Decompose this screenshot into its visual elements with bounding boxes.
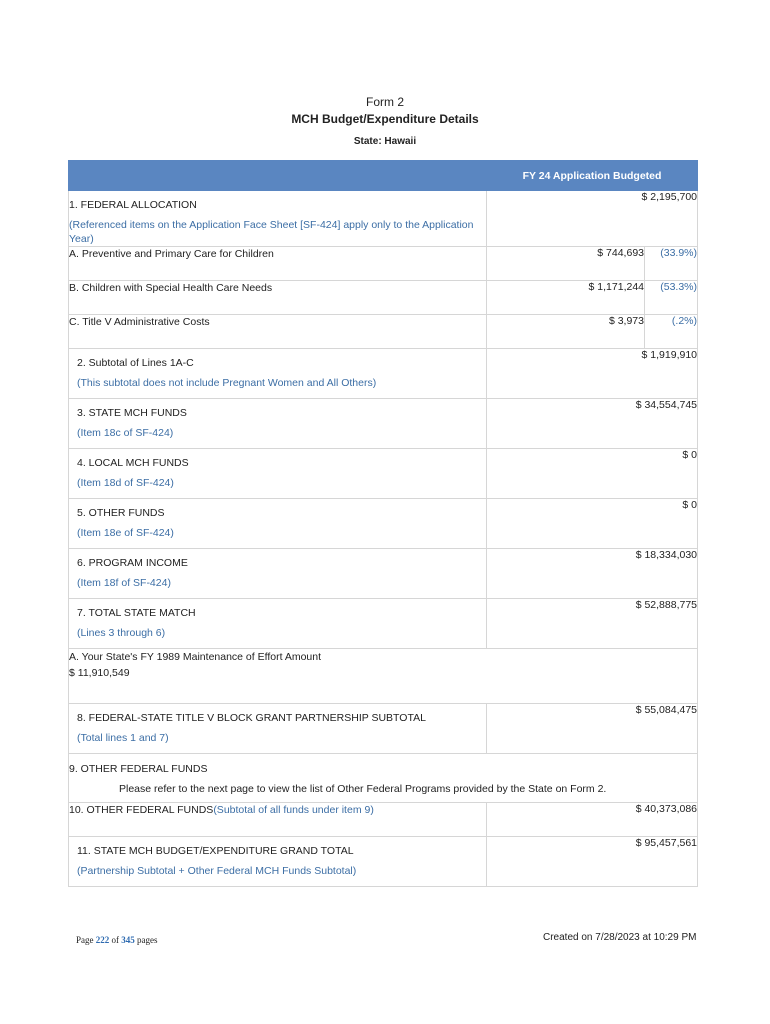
row-amount: $ 55,084,475 [487, 704, 698, 754]
row-amount: $ 2,195,700 [487, 191, 698, 247]
row-label-cell [69, 837, 487, 887]
row-amount: $ 40,373,086 [487, 803, 698, 837]
page-prefix: Page [76, 935, 94, 945]
row-note: (Item 18f of SF-424) [77, 577, 171, 589]
page-suffix: pages [137, 935, 158, 945]
row-note: (Lines 3 through 6) [77, 627, 166, 639]
row-amount: $ 3,973 [487, 315, 645, 349]
column-header: FY 24 Application Budgeted [487, 161, 698, 191]
row-amount: $ 52,888,775 [487, 599, 698, 649]
row-label-cell [69, 449, 487, 499]
row-label: 10. OTHER FEDERAL FUNDS [69, 804, 214, 816]
row-label-cell [69, 704, 487, 754]
row-note: (This subtotal does not include Pregnant Women and All Others) [77, 377, 377, 389]
row-note: (Subtotal of all funds under item 9) [213, 804, 374, 816]
page-of: of [111, 935, 119, 945]
created-timestamp: Created on 7/28/2023 at 10:29 PM [543, 932, 697, 943]
table-row [69, 754, 698, 803]
row-note: (Referenced items on the Application Face Sheet [SF-424] apply only to the Application Year) [69, 219, 474, 245]
table-row [69, 349, 698, 399]
row-label: 4. LOCAL MCH FUNDS [77, 457, 189, 469]
row-note: (Partnership Subtotal + Other Federal MCH Funds Subtotal) [77, 865, 357, 877]
row-percent: (.2%) [645, 315, 698, 349]
row-label: 9. OTHER FEDERAL FUNDS [69, 763, 208, 775]
row-label-cell [69, 549, 487, 599]
page-total: 345 [121, 935, 135, 945]
row-label: 8. FEDERAL-STATE TITLE V BLOCK GRANT PARTNERSHIP SUBTOTAL [77, 712, 426, 724]
row-amount: $ 95,457,561 [487, 837, 698, 887]
table-row [69, 191, 698, 247]
table-row [69, 803, 698, 837]
row-label: B. Children with Special Health Care Needs [69, 281, 487, 315]
table-row [69, 449, 698, 499]
row-label: A. Preventive and Primary Care for Children [69, 247, 487, 281]
table-header-row [69, 161, 698, 191]
row-label: 1. FEDERAL ALLOCATION [69, 199, 197, 211]
table-row [69, 247, 698, 281]
row-label: 11. STATE MCH BUDGET/EXPENDITURE GRAND TOTAL [77, 845, 354, 857]
row-label: 2. Subtotal of Lines 1A-C [77, 357, 194, 369]
row-label: 6. PROGRAM INCOME [77, 557, 188, 569]
row-amount: $ 34,554,745 [487, 399, 698, 449]
form-header [0, 94, 770, 147]
row-full-cell [69, 754, 698, 803]
row-label-cell [69, 599, 487, 649]
budget-table [68, 160, 698, 887]
state-line: State: Hawaii [353, 136, 417, 147]
row-amount: $ 18,334,030 [487, 549, 698, 599]
table-row [69, 281, 698, 315]
row-label-cell [69, 499, 487, 549]
row-amount: $ 0 [487, 449, 698, 499]
table-row [69, 837, 698, 887]
table-row [69, 315, 698, 349]
table-row [69, 599, 698, 649]
row-amount: $ 11,910,549 [69, 667, 130, 679]
row-amount: $ 1,171,244 [487, 281, 645, 315]
row-label-cell [69, 191, 487, 247]
row-note: (Item 18c of SF-424) [77, 427, 174, 439]
row-full-cell [69, 649, 698, 704]
row-label: C. Title V Administrative Costs [69, 315, 487, 349]
header-blank-cell [69, 161, 487, 191]
row-note: Please refer to the next page to view the list of Other Federal Programs provided by the State on Form 2. [119, 783, 607, 795]
table-row [69, 499, 698, 549]
table-row [69, 399, 698, 449]
row-label-cell [69, 349, 487, 399]
row-label: 5. OTHER FUNDS [77, 507, 165, 519]
row-note: (Item 18d of SF-424) [77, 477, 174, 489]
row-label: 7. TOTAL STATE MATCH [77, 607, 196, 619]
table-row [69, 649, 698, 704]
row-label-cell [69, 803, 487, 837]
row-label: 3. STATE MCH FUNDS [77, 407, 187, 419]
row-amount: $ 1,919,910 [487, 349, 698, 399]
table-row [69, 704, 698, 754]
row-label: A. Your State's FY 1989 Maintenance of Effort Amount [69, 651, 322, 663]
form-subtitle: MCH Budget/Expenditure Details [291, 112, 479, 126]
form-title: Form 2 [365, 95, 404, 109]
row-percent: (53.3%) [645, 281, 698, 315]
page-current: 222 [95, 935, 110, 945]
row-note: (Total lines 1 and 7) [77, 732, 169, 744]
row-amount: $ 744,693 [487, 247, 645, 281]
row-amount: $ 0 [487, 499, 698, 549]
page-counter [76, 935, 158, 945]
row-percent: (33.9%) [645, 247, 698, 281]
row-note: (Item 18e of SF-424) [77, 527, 174, 539]
row-label-cell [69, 399, 487, 449]
table-row [69, 549, 698, 599]
